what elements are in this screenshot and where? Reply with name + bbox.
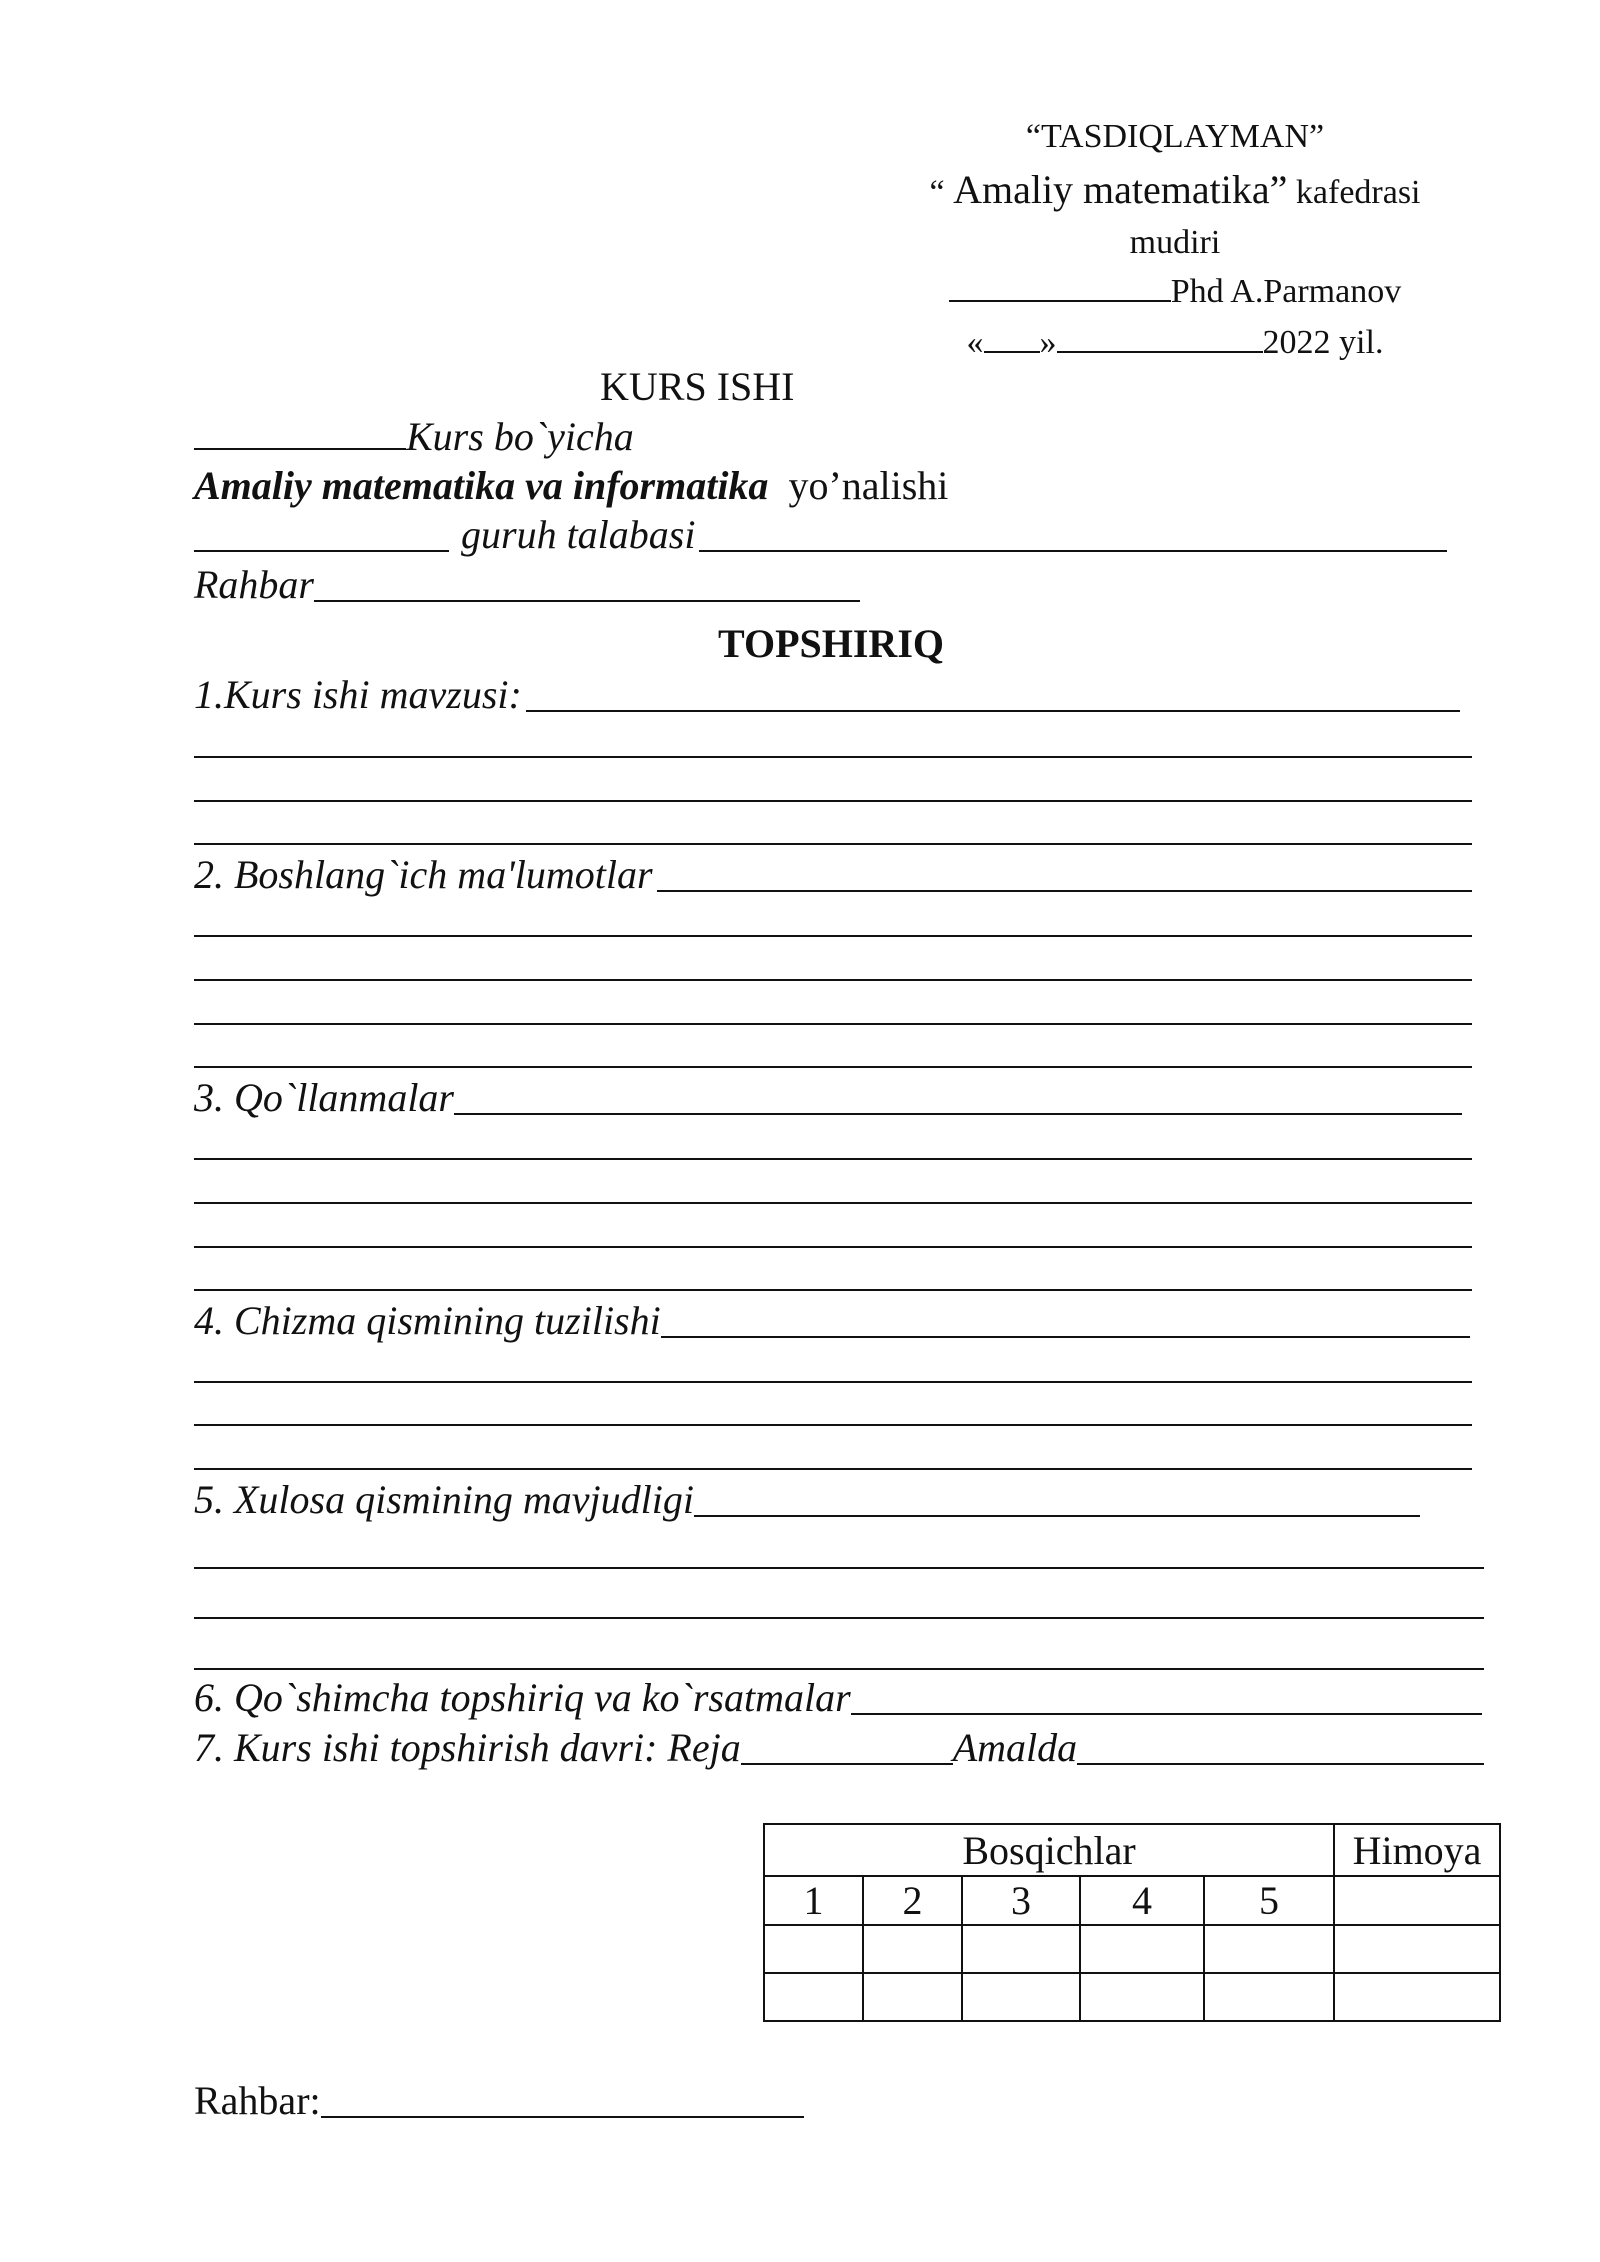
blank-line[interactable]	[194, 1066, 1472, 1068]
department-quote-close: ”	[1269, 167, 1288, 212]
table-cell[interactable]	[1334, 1973, 1500, 2021]
footer-supervisor-label: Rahbar:	[194, 2078, 321, 2123]
blank-line[interactable]	[194, 1158, 1472, 1160]
actual-date-blank[interactable]	[1077, 1763, 1484, 1765]
task-item-7-actual-label: Amalda	[952, 1725, 1078, 1770]
group-blank[interactable]	[194, 550, 449, 552]
task-item-5	[194, 1476, 1420, 1523]
stage-number: 5	[1204, 1876, 1334, 1925]
blank-line[interactable]	[194, 1617, 1484, 1619]
table-cell[interactable]	[764, 1973, 863, 2021]
table-cell[interactable]	[962, 1973, 1080, 2021]
table-cell[interactable]	[962, 1925, 1080, 1973]
direction-suffix: yo’nalishi	[788, 463, 949, 508]
student-name-blank[interactable]	[699, 550, 1447, 552]
defense-cell[interactable]	[1334, 1876, 1500, 1925]
day-blank[interactable]	[984, 351, 1040, 353]
task-item-6-label: 6. Qo`shimcha topshiriq va ko`rsatmalar	[194, 1675, 851, 1720]
task-item-2	[194, 851, 1472, 898]
signature-blank[interactable]	[949, 300, 1171, 302]
footer-supervisor-line	[194, 2077, 804, 2124]
stage-number: 4	[1080, 1876, 1204, 1925]
stages-table	[763, 1823, 1501, 2022]
stages-header: Bosqichlar	[764, 1824, 1334, 1876]
group-line	[194, 511, 1447, 558]
blank-line[interactable]	[194, 1246, 1472, 1248]
table-cell[interactable]	[863, 1973, 962, 2021]
task-item-5-blank[interactable]	[694, 1515, 1420, 1517]
supervisor-line	[194, 561, 860, 608]
task-item-3-blank[interactable]	[454, 1113, 1462, 1115]
task-item-3	[194, 1074, 1462, 1121]
direction-line	[194, 462, 948, 509]
task-item-6	[194, 1674, 1482, 1721]
table-cell[interactable]	[1080, 1925, 1204, 1973]
blank-line[interactable]	[194, 1668, 1484, 1670]
stage-number: 1	[764, 1876, 863, 1925]
blank-line[interactable]	[194, 843, 1472, 845]
blank-line[interactable]	[194, 1289, 1472, 1291]
supervisor-label: Rahbar	[194, 562, 314, 607]
table-cell[interactable]	[1204, 1973, 1334, 2021]
blank-line[interactable]	[194, 1468, 1472, 1470]
table-cell[interactable]	[1204, 1925, 1334, 1973]
footer-supervisor-blank[interactable]	[321, 2116, 804, 2118]
plan-date-blank[interactable]	[741, 1763, 953, 1765]
blank-line[interactable]	[194, 935, 1472, 937]
course-line	[194, 413, 634, 460]
group-label: guruh talabasi	[461, 512, 696, 557]
approval-signer: Phd A.Parmanov	[1170, 273, 1402, 310]
table-cell[interactable]	[1334, 1925, 1500, 1973]
blank-line[interactable]	[194, 1023, 1472, 1025]
task-item-4	[194, 1297, 1470, 1344]
task-item-7	[194, 1724, 1484, 1771]
task-item-2-blank[interactable]	[657, 890, 1472, 892]
blank-line[interactable]	[194, 800, 1472, 802]
document-heading: KURS ISHI	[600, 364, 795, 409]
blank-line[interactable]	[194, 756, 1472, 758]
supervisor-blank[interactable]	[314, 600, 860, 602]
approval-title: “TASDIQLAYMAN”	[1025, 118, 1325, 155]
table-cell[interactable]	[764, 1925, 863, 1973]
task-item-4-blank[interactable]	[661, 1336, 1470, 1338]
date-year: 2022 yil.	[1262, 324, 1384, 361]
defense-header: Himoya	[1334, 1824, 1500, 1876]
task-item-1-label: 1.Kurs ishi mavzusi:	[194, 672, 522, 717]
department-quote-open: “	[929, 174, 945, 211]
approval-role: mudiri	[1129, 224, 1221, 261]
table-cell[interactable]	[863, 1925, 962, 1973]
stage-number: 2	[863, 1876, 962, 1925]
approval-date-line	[880, 324, 1470, 362]
date-open-quote: «	[966, 324, 984, 361]
table-cell[interactable]	[1080, 1973, 1204, 2021]
task-item-7-label: 7. Kurs ishi topshirish davri: Reja	[194, 1725, 741, 1770]
blank-line[interactable]	[194, 979, 1472, 981]
blank-line[interactable]	[194, 1567, 1484, 1569]
month-blank[interactable]	[1057, 351, 1263, 353]
task-item-1-blank[interactable]	[526, 710, 1460, 712]
date-close-quote: »	[1039, 324, 1057, 361]
direction-name: Amaliy matematika va informatika	[194, 463, 769, 508]
task-item-5-label: 5. Xulosa qismining mavjudligi	[194, 1477, 694, 1522]
task-item-4-label: 4. Chizma qismining tuzilishi	[194, 1298, 661, 1343]
department-name: Amaliy matematika	[953, 167, 1270, 212]
course-label: Kurs bo`yicha	[406, 414, 634, 459]
course-blank[interactable]	[194, 448, 406, 450]
task-item-6-blank[interactable]	[851, 1713, 1482, 1715]
blank-line[interactable]	[194, 1202, 1472, 1204]
department-suffix: kafedrasi	[1295, 174, 1421, 211]
task-item-3-label: 3. Qo`llanmalar	[194, 1075, 454, 1120]
blank-line[interactable]	[194, 1381, 1472, 1383]
approval-signature-line	[880, 273, 1470, 311]
blank-line[interactable]	[194, 1424, 1472, 1426]
stage-number: 3	[962, 1876, 1080, 1925]
task-item-1	[194, 671, 1460, 718]
task-item-2-label: 2. Boshlang`ich ma'lumotlar	[194, 852, 653, 897]
task-title: TOPSHIRIQ	[718, 621, 944, 666]
department-line	[880, 166, 1470, 213]
